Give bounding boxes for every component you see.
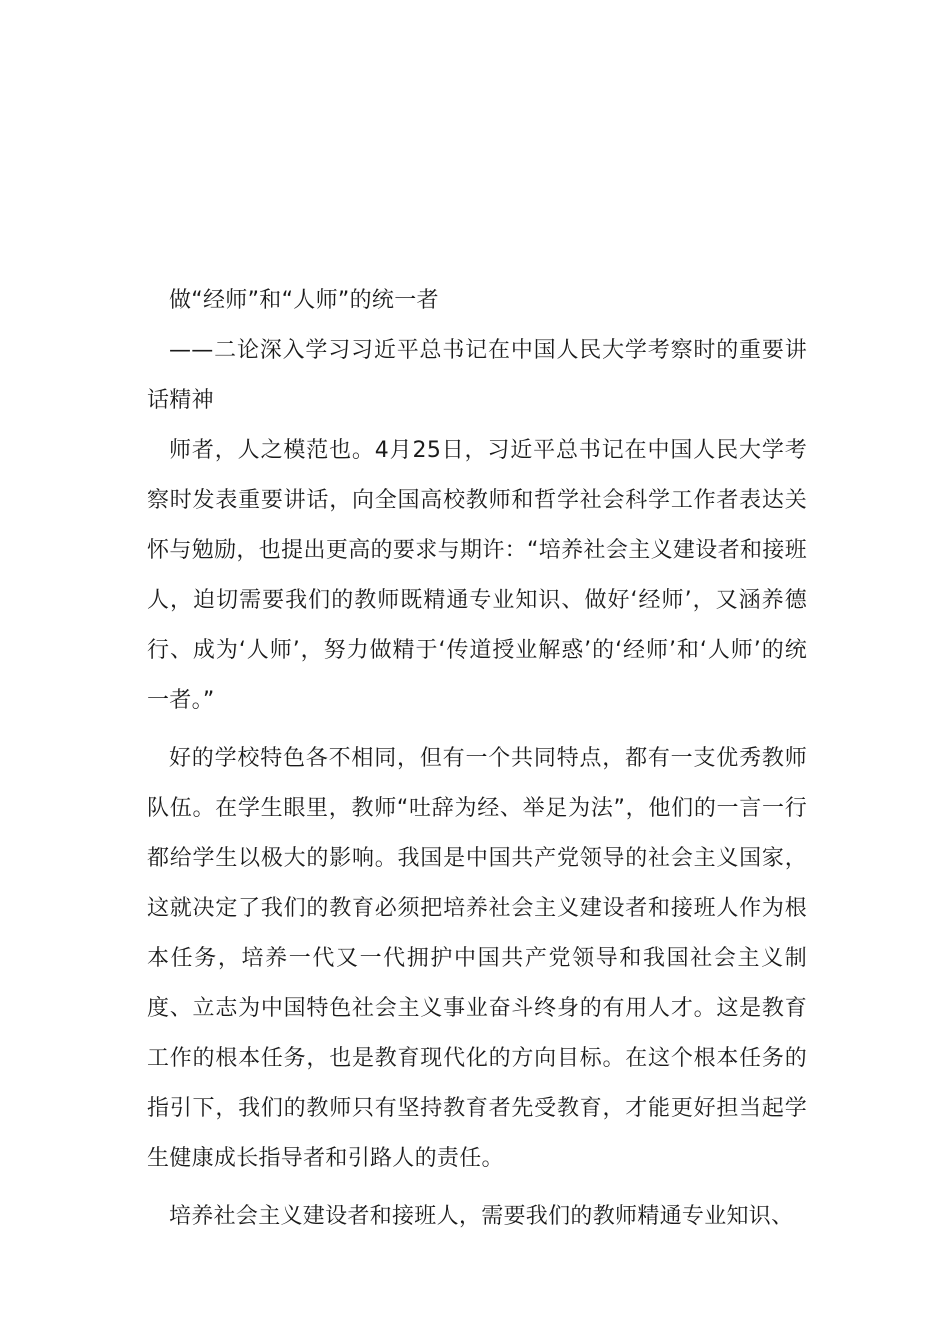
document-subtitle: ——二论深入学习习近平总书记在中国人民大学考察时的重要讲话精神	[147, 338, 807, 413]
paragraph: 培养社会主义建设者和接班人，需要我们的教师精通专业知识、	[169, 1204, 794, 1229]
document-title: 做“经师”和“人师”的统一者	[169, 288, 439, 313]
document-body	[147, 276, 807, 1250]
paragraph: 好的学校特色各不相同，但有一个共同特点，都有一支优秀教师队伍。在学生眼里，教师“吐辞为经、举足为法”，他们的一言一行都给学生以极大的影响。我国是中国共产党领导的社会主义国家，这就决定了我们的教育必须把培养社会主义建设者和接班人作为根本任务，培养一代又一代拥护中国共产党领导和我国社会主义制度、立志为中国特色社会主义事业奋斗终身的有用人才。这是教育工作的根本任务，也是教育现代化的方向目标。在这个根本任务的指引下，我们的教师只有坚持教育者先受教育，才能更好担当起学生健康成长指导者和引路人的责任。	[147, 746, 807, 1171]
paragraph: 师者，人之模范也。4月25日，习近平总书记在中国人民大学考察时发表重要讲话，向全国高校教师和哲学社会科学工作者表达关怀与勉励，也提出更高的要求与期许：“培养社会主义建设者和接班人，迫切需要我们的教师既精通专业知识、做好‘经师’，又涵养德行、成为‘人师’，努力做精于‘传道授业解惑’的‘经师’和‘人师’的统一者。”	[147, 438, 807, 713]
